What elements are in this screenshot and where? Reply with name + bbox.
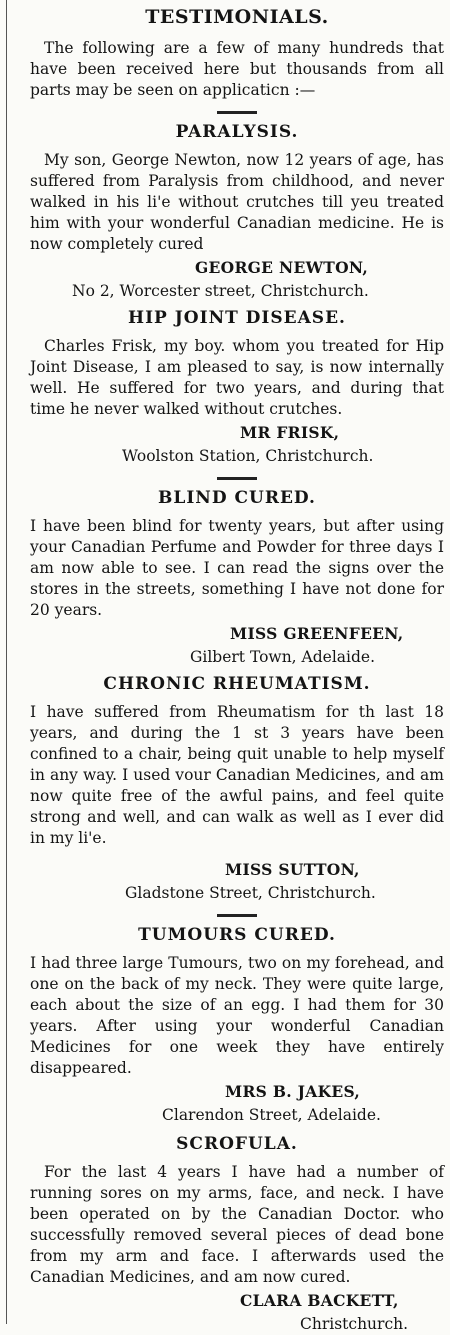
signature-name [30, 623, 444, 645]
section-divider [217, 477, 257, 480]
signature-name-text: MISS SUTTON, [225, 860, 360, 879]
signature-name-text: CLARA BACKETT, [240, 1291, 399, 1310]
section-divider [217, 914, 257, 917]
signature-name [30, 422, 444, 444]
signature-name [30, 859, 444, 881]
column-rule [6, 0, 7, 1324]
signature-address: Clarendon Street, Adelaide. [162, 1106, 381, 1124]
section-heading: PARALYSIS. [175, 122, 299, 142]
signature-name [30, 1290, 444, 1312]
signature-address: Gilbert Town, Adelaide. [190, 648, 375, 666]
testimonials-column [30, 6, 444, 1335]
section-heading: SCROFULA. [176, 1134, 298, 1154]
section-heading: BLIND CURED. [158, 488, 316, 508]
intro-paragraph: The following are a few of many hundreds that have been received here but thousands from all parts may be seen on applicaticn :— [30, 39, 444, 99]
signature-name-text: MISS GREENFEEN, [230, 624, 404, 643]
section-heading: TUMOURS CURED. [138, 925, 336, 945]
section-divider [217, 111, 257, 114]
section-body: Charles Frisk, my boy. whom you treated for Hip Joint Disease, I am pleased to say, is now internally well. He suffered for two years, and during that time he never walked without crutches. [30, 337, 444, 418]
signature-address: Woolston Station, Christchurch. [122, 447, 374, 465]
signature-name-text: GEORGE NEWTON, [195, 258, 369, 277]
section-heading: HIP JOINT DISEASE. [128, 308, 346, 328]
signature-address: Gladstone Street, Christchurch. [125, 884, 376, 902]
signature-name-text: MR FRISK, [240, 423, 340, 442]
signature-name [30, 1081, 444, 1103]
signature-address: No 2, Worcester street, Christchurch. [72, 282, 369, 300]
signature-address: Christchurch. [300, 1315, 409, 1333]
page-title: TESTIMONIALS. [145, 6, 329, 28]
section-body: I have been blind for twenty years, but after using your Canadian Perfume and Powder for three days I am now able to see. I can read the signs over the stores in the streets, something I have not done for 20 years. [30, 517, 444, 619]
signature-name-text: MRS B. JAKES, [225, 1082, 361, 1101]
section-body: For the last 4 years I have had a number of running sores on my arms, face, and neck. I have been operated on by the Canadian Doctor. who successfully removed several pieces of dead bone from my arm and face. I afterwards used the Canadian Medicines, and am now cured. [30, 1163, 444, 1286]
section-body: I have suffered from Rheumatism for th last 18 years, and during the 1 st 3 years have been confined to a chair, being quit unable to help myself in any way. I used vour Canadian Medicines, and am now quite free of the awful pains, and feel quite strong and well, and can walk as well as I ever did in my li'e. [30, 703, 444, 847]
section-body: I had three large Tumours, two on my forehead, and one on the back of my neck. They were quite large, each about the size of an egg. I had them for 30 years. After using your wonderful Canadian Medicines for one week they have entirely disappeared. [30, 954, 444, 1077]
section-body: My son, George Newton, now 12 years of age, has suffered from Paralysis from childhood, and never walked in his li'e without crutches till yeu treated him with your wonderful Canadian medicine. He is now completely cured [30, 151, 444, 253]
section-heading: CHRONIC RHEUMATISM. [103, 674, 371, 694]
signature-name [30, 257, 444, 279]
